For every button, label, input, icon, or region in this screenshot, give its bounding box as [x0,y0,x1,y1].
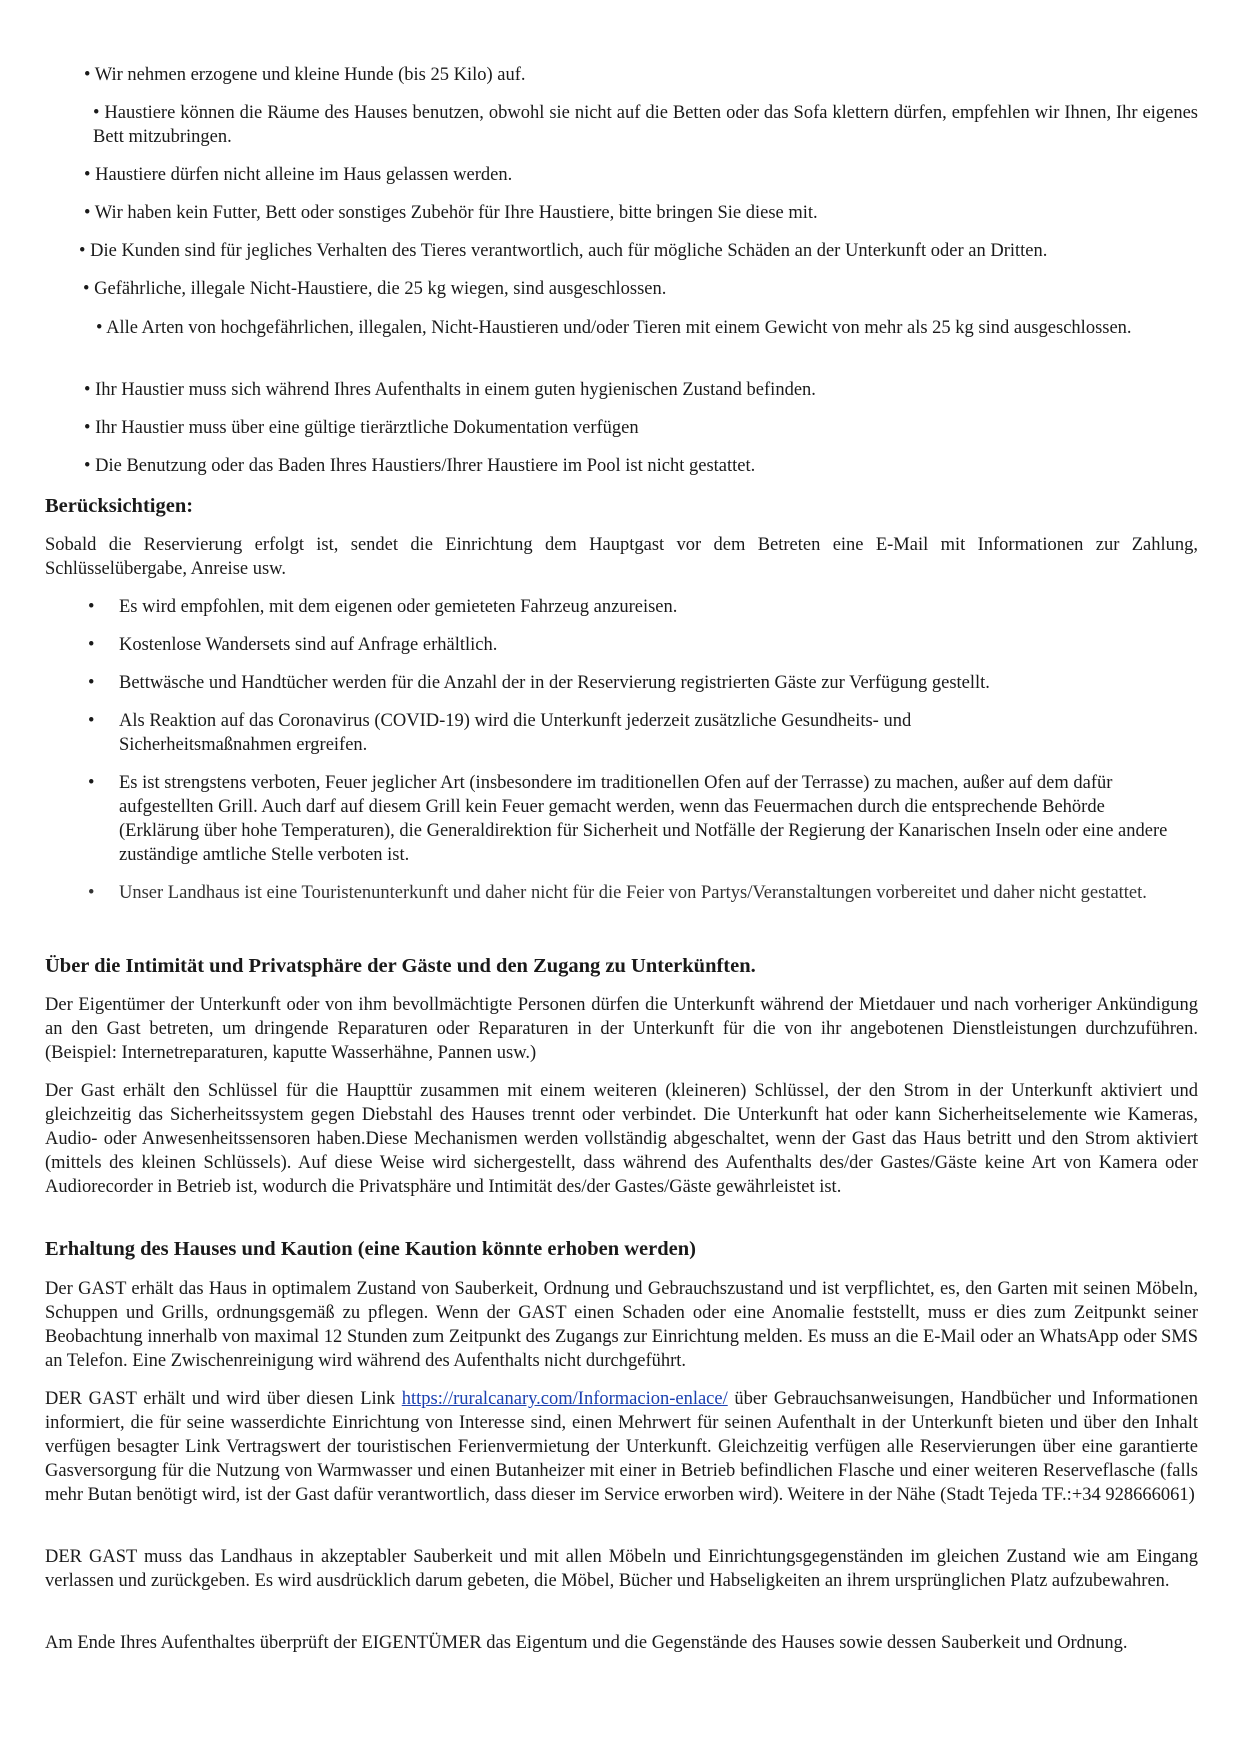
consider-item-5: Es ist strengstens verboten, Feuer jeglicher Art (insbesondere im traditionellen Ofen auf der Terrasse) zu machen, außer auf dem dafür aufgestellten Grill. Auch darf auf diesem Grill kein Feuer gemacht werden, wenn das Feuermachen durch die entsprechende Behörde (Erklärung über hohe Temperaturen), die Generaldirektion für Sicherheit und Notfälle der Regierung der Kanarischen Inseln oder eine andere zuständige amtliche Stelle verboten ist. [119,773,1168,865]
link-intro-text: DER GAST erhält und wird über diesen Link [45,1389,402,1409]
link-trailing-text: über Gebrauchsanweisungen, Handbücher und Informationen informiert, die für seine wasserdichte Einrichtung von Interesse sind, einen Mehrwert für seinen Aufenthalt in der Unterkunft bieten und über den Inhalt verfügen besagter Link Vertragswert der touristischen Ferienvermietung der Unterkunft. Gleichzeitig verfügen alle Reservierungen über eine garantierte Gasversorgung für die Nutzung von Warmwasser und einen Butanheizer mit einer in Betrieb befindlichen Flasche und einer weiteren Reserveflasche (falls mehr Butan benötigt wird, ist der Gast dafür verantwortlich, dass dieser im Service erworben wird). Weitere in der Nähe (Stadt Tejeda TF.:+34 928666061) [45,1389,1198,1505]
maintenance-paragraph-1: Der GAST erhält das Haus in optimalem Zustand von Sauberkeit, Ordnung und Gebrauchszustand und ist verpflichtet, es, den Garten mit seinen Möbeln, Schuppen und Grills, ordnungsgemäß zu pflegen. Wenn der GAST einen Schaden oder eine Anomalie feststellt, muss er dies zum Zeitpunkt seiner Beobachtung innerhalb von maximal 12 Stunden zum Zeitpunkt des Zugangs zur Einrichtung melden. Es muss an die E-Mail oder an WhatsApp oder SMS an Telefon. Eine Zwischenreinigung wird während des Aufenthalts nicht durchgeführt. [45,1279,1198,1371]
pet-rule-8: • Ihr Haustier muss sich während Ihres Aufenthalts in einem guten hygienischen Zustand befinden. [84,380,816,400]
consider-item-2: Kostenlose Wandersets sind auf Anfrage erhältlich. [119,635,498,655]
maintenance-paragraph-3: DER GAST muss das Landhaus in akzeptabler Sauberkeit und mit allen Möbeln und Einrichtungsgegenständen im gleichen Zustand wie am Eingang verlassen und zurückgeben. Es wird ausdrücklich darum gebeten, die Möbel, Bücher und Habseligkeiten an ihrem ursprünglichen Platz aufzubewahren. [45,1547,1198,1591]
maintenance-paragraph-2 [45,1387,1198,1507]
privacy-heading: Über die Intimität und Privatsphäre der Gäste und den Zugang zu Unterkünften. [45,955,756,977]
consider-item-1: Es wird empfohlen, mit dem eigenen oder gemieteten Fahrzeug anzureisen. [119,597,678,617]
bullet-dot: • [88,597,95,617]
privacy-paragraph-1: Der Eigentümer der Unterkunft oder von ihm bevollmächtigte Personen dürfen die Unterkunft während der Mietdauer und nach vorheriger Ankündigung an den Gast betreten, um dringende Reparaturen oder Reparaturen in der Unterkunft für die von ihr angebotenen Dienstleistungen durchzuführen. (Beispiel: Internetreparaturen, kaputte Wasserhähne, Pannen usw.) [45,995,1198,1063]
pet-rule-7: • Alle Arten von hochgefährlichen, illegalen, Nicht-Haustieren und/oder Tieren mit einem Gewicht von mehr als 25 kg sind ausgeschlossen. [96,318,1132,338]
consider-item-4: Als Reaktion auf das Coronavirus (COVID-19) wird die Unterkunft jederzeit zusätzliche Gesundheits- und Sicherheitsmaßnahmen ergreifen. [119,711,912,755]
pet-rule-5: • Die Kunden sind für jegliches Verhalten des Tieres verantwortlich, auch für mögliche Schäden an der Unterkunft oder an Dritten. [79,241,1048,261]
privacy-paragraph-2: Der Gast erhält den Schlüssel für die Haupttür zusammen mit einem weiteren (kleineren) Schlüssel, der den Strom in der Unterkunft aktiviert und gleichzeitig das Sicherheitssystem gegen Diebstahl des Hauses trennt oder verbindet. Die Unterkunft hat oder kann Sicherheitselemente wie Kameras, Audio- oder Anwesenheitssensoren haben.Diese Mechanismen werden vollständig abgeschaltet, wenn der Gast das Haus betritt und den Strom aktiviert (mittels des kleinen Schlüssels). Auf diese Weise wird sichergestellt, dass während des Aufenthalts des/der Gastes/Gäste keine Art von Kamera oder Audiorecorder in Betrieb ist, wodurch die Privatsphäre und Intimität des/der Gastes/Gäste gewährleistet ist. [45,1081,1198,1197]
consider-intro: Sobald die Reservierung erfolgt ist, sendet die Einrichtung dem Hauptgast vor dem Betreten eine E-Mail mit Informationen zur Zahlung, Schlüsselübergabe, Anreise usw. [45,535,1198,579]
bullet-dot: • [88,883,95,903]
consider-item-6: Unser Landhaus ist eine Touristenunterkunft und daher nicht für die Feier von Partys/Veranstaltungen vorbereitet und daher nicht gestattet. [119,883,1147,903]
bullet-dot: • [88,635,95,655]
consider-item-3: Bettwäsche und Handtücher werden für die Anzahl der in der Reservierung registrierten Gäste zur Verfügung gestellt. [119,673,990,693]
pet-rule-1: • Wir nehmen erzogene und kleine Hunde (bis 25 Kilo) auf. [84,65,526,85]
pet-rule-6: • Gefährliche, illegale Nicht-Haustiere, die 25 kg wiegen, sind ausgeschlossen. [83,279,667,299]
pet-rule-4: • Wir haben kein Futter, Bett oder sonstiges Zubehör für Ihre Haustiere, bitte bringen Sie diese mit. [84,203,818,223]
info-link[interactable]: https://ruralcanary.com/Informacion-enlace/ [401,1389,728,1409]
pet-rule-10: • Die Benutzung oder das Baden Ihres Haustiers/Ihrer Haustiere im Pool ist nicht gestattet. [84,456,756,476]
pet-rule-2: • Haustiere können die Räume des Hauses benutzen, obwohl sie nicht auf die Betten oder das Sofa klettern dürfen, empfehlen wir Ihnen, Ihr eigenes Bett mitzubringen. [93,103,1198,147]
pet-rule-3: • Haustiere dürfen nicht alleine im Haus gelassen werden. [84,165,513,185]
maintenance-heading: Erhaltung des Hauses und Kaution (eine Kaution könnte erhoben werden) [45,1238,696,1260]
bullet-dot: • [88,711,95,731]
bullet-dot: • [88,673,95,693]
maintenance-paragraph-4: Am Ende Ihres Aufenthaltes überprüft der EIGENTÜMER das Eigentum und die Gegenstände des Hauses sowie dessen Sauberkeit und Ordnung. [45,1633,1128,1653]
bullet-dot: • [88,773,95,793]
consider-heading: Berücksichtigen: [45,495,194,517]
pet-rule-9: • Ihr Haustier muss über eine gültige tierärztliche Dokumentation verfügen [84,418,639,438]
